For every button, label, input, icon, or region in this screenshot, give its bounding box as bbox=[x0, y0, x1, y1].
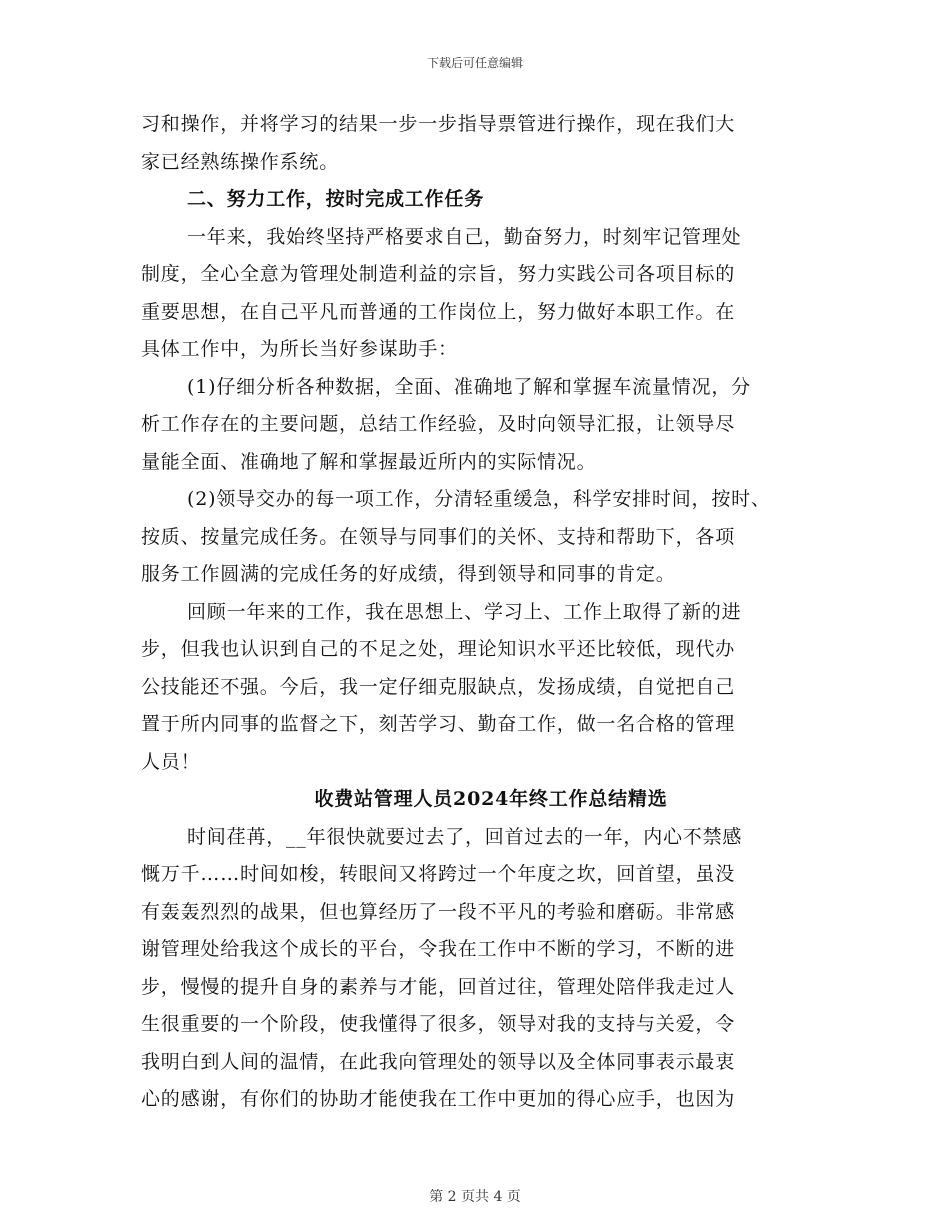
text-line: 人员！ bbox=[141, 750, 201, 773]
text-line: 量能全面、准确地了解和掌握最近所内的实际情况。 bbox=[141, 450, 597, 473]
text-line: 置于所内同事的监督之下，刻苦学习、勤奋工作，做一名合格的管理 bbox=[141, 713, 736, 735]
text-line: 我明白到人间的温情，在此我向管理处的领导以及全体同事表示最衷 bbox=[141, 1050, 736, 1073]
text-line: (2)领导交办的每一项工作，分清轻重缓急，科学安排时间，按时、 bbox=[187, 488, 771, 510]
text-line: 析工作存在的主要问题，总结工作经验，及时向领导汇报，让领导尽 bbox=[141, 413, 736, 435]
text-line: 心的感谢，有你们的协助才能使我在工作中更加的得心应手，也因为 bbox=[141, 1088, 736, 1110]
section-heading: 二、努力工作，按时完成工作任务 bbox=[187, 188, 485, 210]
text-line: 谢管理处给我这个成长的平台，令我在工作中不断的学习，不断的进 bbox=[141, 938, 736, 960]
text-line: (1)仔细分析各种数据，全面、准确地了解和掌握车流量情况，分 bbox=[187, 375, 751, 398]
text-line: 生很重要的一个阶段，使我懂得了很多，领导对我的支持与关爱，令 bbox=[141, 1013, 736, 1035]
text-line: 步，慢慢的提升自身的素养与才能，回首过往，管理处陪伴我走过人 bbox=[141, 975, 736, 998]
text-line: 按质、按量完成任务。在领导与同事们的关怀、支持和帮助下，各项 bbox=[141, 525, 736, 548]
text-line: 制度，全心全意为管理处制造利益的宗旨，努力实践公司各项目标的 bbox=[141, 263, 736, 285]
text-line: 重要思想，在自己平凡而普通的工作岗位上，努力做好本职工作。在 bbox=[141, 300, 736, 323]
text-line: 服务工作圆满的完成任务的好成绩，得到领导和同事的肯定。 bbox=[141, 563, 676, 585]
text-line: 家已经熟练操作系统。 bbox=[141, 150, 340, 173]
text-line: 公技能还不强。今后，我一定仔细克服缺点，发扬成绩，自觉把自己 bbox=[141, 675, 736, 698]
text-line: 慨万千……时间如梭，转眼间又将跨过一个年度之坎，回首望，虽没 bbox=[141, 863, 736, 885]
text-line: 具体工作中，为所长当好参谋助手： bbox=[141, 338, 458, 360]
text-line: 步，但我也认识到自己的不足之处，理论知识水平还比较低，现代办 bbox=[141, 638, 736, 660]
text-line: 时间荏苒，__年很快就要过去了，回首过去的一年，内心不禁感 bbox=[187, 825, 743, 848]
text-line: 一年来，我始终坚持严格要求自己，勤奋努力，时刻牢记管理处 bbox=[187, 225, 742, 248]
article-title: 收费站管理人员2024年终工作总结精选 bbox=[314, 788, 668, 810]
text-line: 回顾一年来的工作，我在思想上、学习上、工作上取得了新的进 bbox=[187, 600, 742, 623]
text-line: 有轰轰烈烈的战果，但也算经历了一段不平凡的考验和磨砺。非常感 bbox=[141, 900, 736, 923]
document-body bbox=[141, 106, 841, 1119]
text-line: 习和操作，并将学习的结果一步一步指导票管进行操作，现在我们大 bbox=[141, 113, 736, 135]
page-footer: 第 2 页共 4 页 bbox=[429, 1189, 521, 1205]
page-header: 下载后可任意编辑 bbox=[426, 56, 523, 70]
